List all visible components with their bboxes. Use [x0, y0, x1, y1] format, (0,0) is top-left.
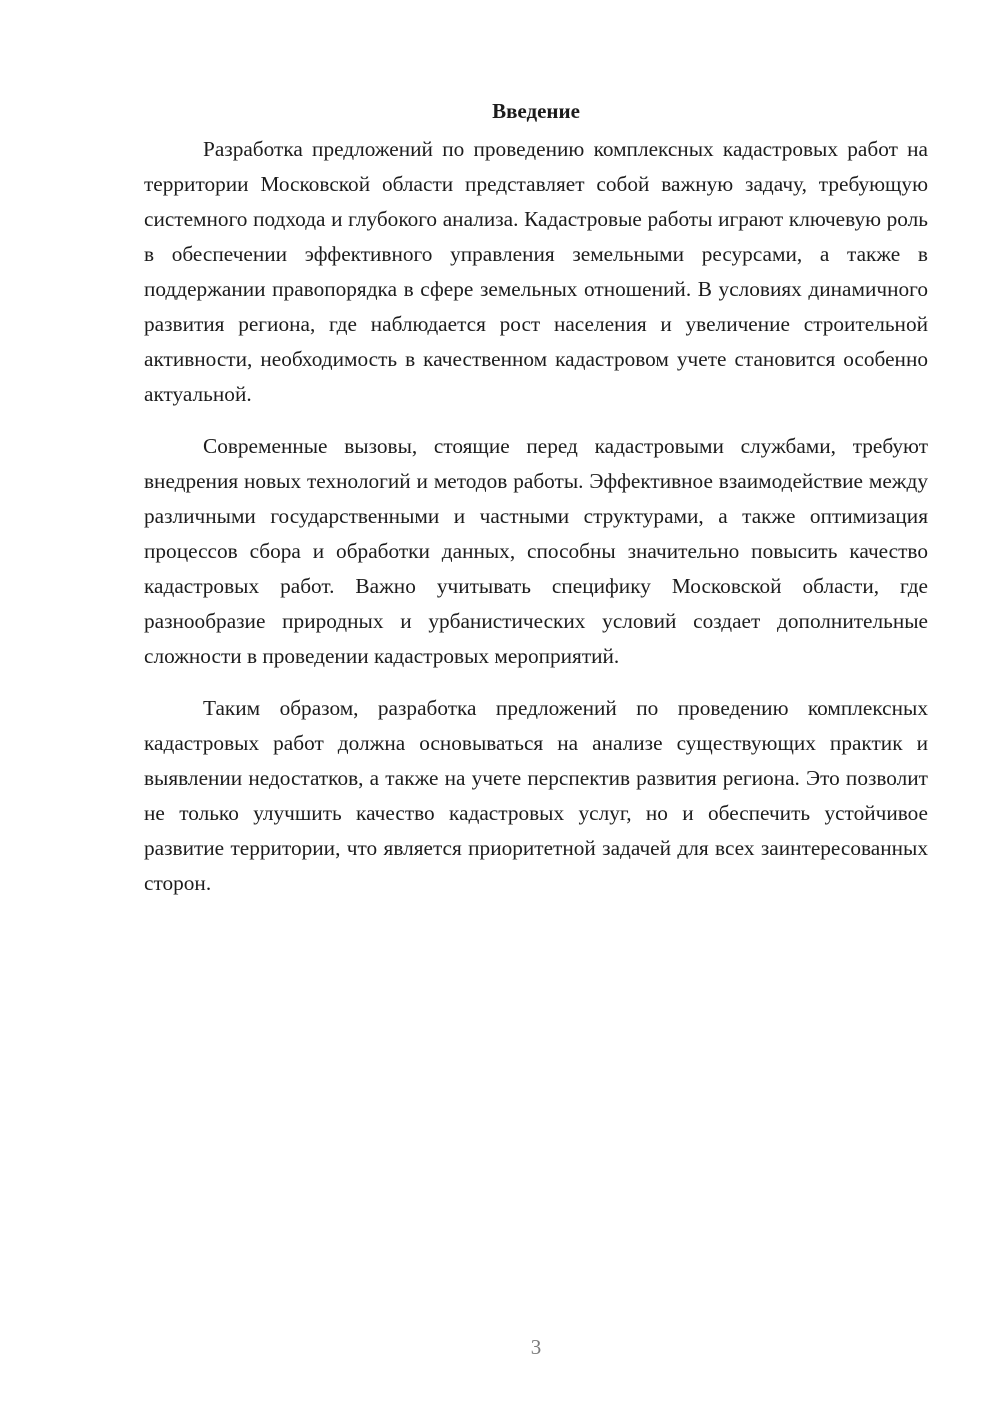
section-heading: Введение [492, 99, 580, 123]
page-number: 3 [530, 1335, 542, 1359]
paragraph-2: Современные вызовы, стоящие перед кадастровыми службами, требуют внедрения новых технологий и методов работы. Эффективное взаимодействие между различными государственными и частными структурами, а также оптимизация процессов сбора и обработки данных, способны значительно повысить качество кадастровых работ. Важно учитывать специфику Московской области, где разнообразие природных и урбанистических условий создает дополнительные сложности в проведении кадастровых мероприятий. [144, 434, 928, 668]
paragraph-1: Разработка предложений по проведению комплексных кадастровых работ на территории Московской области представляет собой важную задачу, требующую системного подхода и глубокого анализа. Кадастровые работы играют ключевую роль в обеспечении эффективного управления земельными ресурсами, а также в поддержании правопорядка в сфере земельных отношений. В условиях динамичного развития региона, где наблюдается рост населения и увеличение строительной активности, необходимость в качественном кадастровом учете становится особенно актуальной. [144, 137, 928, 406]
page-content [144, 96, 928, 918]
paragraph-3: Таким образом, разработка предложений по проведению комплексных кадастровых работ должна основываться на анализе существующих практик и выявлении недостатков, а также на учете перспектив развития региона. Это позволит не только улучшить качество кадастровых услуг, но и обеспечить устойчивое развитие территории, что является приоритетной задачей для всех заинтересованных сторон. [144, 696, 928, 895]
